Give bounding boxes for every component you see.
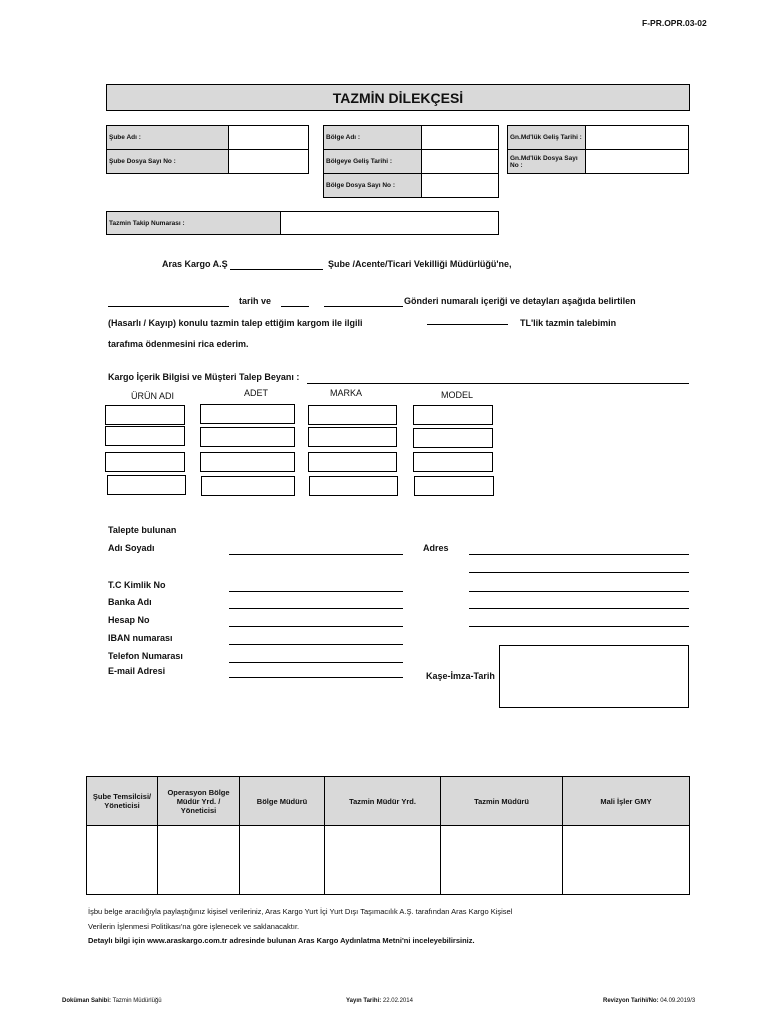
adi-soyadi-line[interactable] xyxy=(229,554,403,555)
product-brand-field-3[interactable] xyxy=(308,452,397,472)
footer-owner-value: Tazmin Müdürlüğü xyxy=(112,998,162,1004)
kargo-icerik-line[interactable] xyxy=(307,383,689,384)
gonderi-text: Gönderi numaralı içeriği ve detayları aşağıda belirtilen xyxy=(404,296,636,306)
adres-line-5[interactable] xyxy=(469,626,689,627)
product-model-field-3[interactable] xyxy=(413,452,493,472)
sube-dosya-field[interactable] xyxy=(228,149,309,174)
hesap-label: Hesap No xyxy=(108,615,150,625)
footer-pub xyxy=(346,998,413,1004)
kase-imza-box[interactable] xyxy=(499,645,689,708)
sig-header-tazmin-mudur: Tazmin Müdürü xyxy=(441,777,563,826)
privacy-line-1: İşbu belge aracılığıyla paylaştığınız kişisel verileriniz, Aras Kargo Yurt İçi Yurt Dışı Taşımacılık A.Ş. tarafından Aras Kargo Kişisel xyxy=(88,907,513,916)
urun-adi-header: ÜRÜN ADI xyxy=(131,391,175,401)
bolge-dosya-label: Bölge Dosya Sayı No : xyxy=(323,173,422,198)
page-title: TAZMİN DİLEKÇESİ xyxy=(332,89,464,106)
product-name-field-2[interactable] xyxy=(105,426,185,446)
product-name-field-4[interactable] xyxy=(107,475,186,495)
adi-soyadi-label: Adı Soyadı xyxy=(108,543,155,553)
banka-line[interactable] xyxy=(229,608,403,609)
telefon-line[interactable] xyxy=(229,662,403,663)
sig-cell-bolge[interactable] xyxy=(240,826,325,895)
sig-cell-tazmin-mudur[interactable] xyxy=(441,826,563,895)
adres-label: Adres xyxy=(423,543,449,553)
adres-line-3[interactable] xyxy=(469,591,689,592)
form-title-box xyxy=(106,84,690,111)
signature-table xyxy=(86,776,690,895)
gn-dosya-field[interactable] xyxy=(585,149,689,174)
product-qty-field-2[interactable] xyxy=(200,427,295,447)
sig-cell-sube[interactable] xyxy=(87,826,158,895)
telefon-label: Telefon Numarası xyxy=(108,651,183,661)
product-qty-field-3[interactable] xyxy=(200,452,295,472)
document-code: F-PR.OPR.03-02 xyxy=(642,18,707,28)
email-line[interactable] xyxy=(229,677,403,678)
sig-header-mali: Mali İşler GMY xyxy=(563,777,690,826)
product-model-field-2[interactable] xyxy=(413,428,493,448)
footer-owner-label: Doküman Sahibi: xyxy=(62,998,112,1004)
bolge-gelis-field[interactable] xyxy=(421,149,499,174)
sube-adi-field[interactable] xyxy=(228,125,309,150)
kargo-icerik-text: Kargo İçerik Bilgisi ve Müşteri Talep Beyanı : xyxy=(108,372,300,382)
iban-label: IBAN numarası xyxy=(108,633,173,643)
gonderi-no-line[interactable] xyxy=(324,306,403,307)
bolge-gelis-label: Bölgeye Geliş Tarihi : xyxy=(323,149,422,174)
bolge-adi-label: Bölge Adı : xyxy=(323,125,422,150)
product-qty-field-4[interactable] xyxy=(201,476,295,496)
bolge-dosya-field[interactable] xyxy=(421,173,499,198)
product-name-field-1[interactable] xyxy=(105,405,185,425)
tl-amount-line[interactable] xyxy=(427,324,508,325)
sube-adi-label: Şube Adı : xyxy=(106,125,229,150)
footer-rev xyxy=(603,998,695,1004)
product-model-field-1[interactable] xyxy=(413,405,493,425)
gn-gelis-field[interactable] xyxy=(585,125,689,150)
hasarli-text: (Hasarlı / Kayıp) konulu tazmin talep ettiğim kargom ile ilgili xyxy=(108,318,363,328)
talepte-bulunan-text: Talepte bulunan xyxy=(108,525,177,535)
product-brand-field-4[interactable] xyxy=(309,476,398,496)
gn-gelis-label: Gn.Md'lük Geliş Tarihi : xyxy=(507,125,586,150)
footer-pub-label: Yayın Tarihi: xyxy=(346,998,382,1004)
adres-line-2[interactable] xyxy=(469,572,689,573)
product-model-field-4[interactable] xyxy=(414,476,494,496)
iban-line[interactable] xyxy=(229,644,403,645)
tarih-extra-line[interactable] xyxy=(281,306,309,307)
tl-lik-text: TL'lik tazmin talebimin xyxy=(520,318,617,328)
date-line[interactable] xyxy=(108,306,229,307)
privacy-line-3: Detaylı bilgi için www.araskargo.com.tr adresinde bulunan Aras Kargo Aydınlatma Metni'ni inceleyebilirsiniz. xyxy=(88,936,475,945)
bolge-adi-field[interactable] xyxy=(421,125,499,150)
marka-header: MARKA xyxy=(330,388,363,398)
footer-pub-value: 22.02.2014 xyxy=(382,998,413,1004)
product-name-field-3[interactable] xyxy=(105,452,185,472)
sig-header-sube: Şube Temsilcisi/ Yöneticisi xyxy=(87,777,158,826)
takip-no-label: Tazmin Takip Numarası : xyxy=(106,211,281,235)
model-header: MODEL xyxy=(441,390,474,400)
product-brand-field-2[interactable] xyxy=(308,427,397,447)
privacy-line-2: Verilerin İşlenmesi Politikası'na göre işlenecek ve saklanacaktır. xyxy=(88,922,300,931)
gn-dosya-label: Gn.Md'lük Dosya Sayı No : xyxy=(507,149,586,174)
footer-rev-label: Revizyon Tarihi/No: xyxy=(603,998,659,1004)
sig-header-bolge: Bölge Müdürü xyxy=(240,777,325,826)
sig-header-operasyon: Operasyon Bölge Müdür Yrd. / Yöneticisi xyxy=(158,777,240,826)
hesap-line[interactable] xyxy=(229,626,403,627)
sube-dosya-label: Şube Dosya Sayı No : xyxy=(106,149,229,174)
sube-acente-text: Şube /Acente/Ticari Vekilliği Müdürlüğü'ne, xyxy=(328,259,512,269)
banka-label: Banka Adı xyxy=(108,597,152,607)
aras-kargo-text: Aras Kargo A.Ş xyxy=(162,259,228,269)
tarih-ve-text: tarih ve xyxy=(239,296,272,306)
product-qty-field-1[interactable] xyxy=(200,404,295,424)
adres-line-4[interactable] xyxy=(469,608,689,609)
email-label: E-mail Adresi xyxy=(108,666,166,676)
sig-cell-mali[interactable] xyxy=(563,826,690,895)
footer-rev-value: 04.09.2019/3 xyxy=(660,998,696,1004)
tarafima-text: tarafıma ödenmesini rica ederim. xyxy=(108,339,249,349)
sig-cell-operasyon[interactable] xyxy=(158,826,240,895)
adres-line-1[interactable] xyxy=(469,554,689,555)
tc-line[interactable] xyxy=(229,591,403,592)
sig-cell-tazmin-yrd[interactable] xyxy=(325,826,441,895)
sube-name-line[interactable] xyxy=(230,269,323,270)
tc-label: T.C Kimlik No xyxy=(108,580,166,590)
takip-no-field[interactable] xyxy=(280,211,499,235)
product-brand-field-1[interactable] xyxy=(308,405,397,425)
sig-header-tazmin-yrd: Tazmin Müdür Yrd. xyxy=(325,777,441,826)
kase-imza-label: Kaşe-İmza-Tarih xyxy=(426,671,495,681)
adet-header: ADET xyxy=(244,388,269,398)
footer-owner xyxy=(62,998,162,1004)
